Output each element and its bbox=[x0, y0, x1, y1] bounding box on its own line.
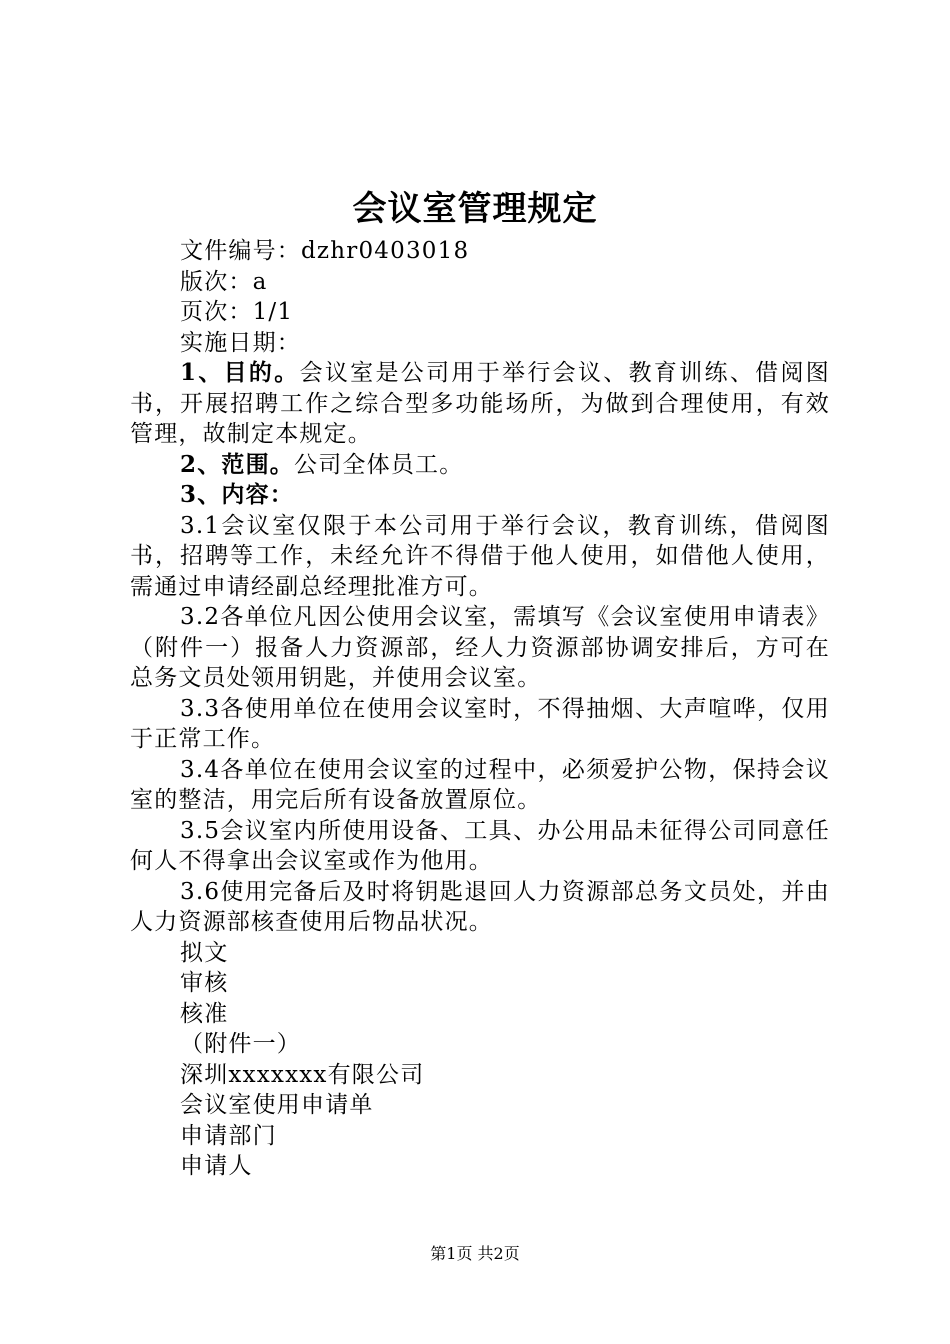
appendix-label: （附件一） bbox=[180, 1031, 301, 1057]
document-body bbox=[130, 236, 830, 1182]
signoff-review: 审核 bbox=[180, 970, 229, 996]
clause-3-1: 3.1会议室仅限于本公司用于举行会议，教育训练，借阅图书，招聘等工作，未经允许不得借于他人使用，如借他人使用，需通过申请经副总经理批准方可。 bbox=[130, 512, 830, 600]
appendix-applicant: 申请人 bbox=[180, 1153, 253, 1179]
clause-3-5: 3.5会议室内所使用设备、工具、办公用品未征得公司同意任何人不得拿出会议室或作为他用。 bbox=[130, 817, 830, 874]
scope-section bbox=[130, 450, 830, 481]
clause-3-6: 3.6使用完备后及时将钥匙退回人力资源部总务文员处，并由人力资源部核查使用后物品状况。 bbox=[130, 878, 830, 935]
clause-3-3: 3.3各使用单位在使用会议室时，不得抽烟、大声喧哗，仅用于正常工作。 bbox=[130, 695, 830, 752]
file-number: 文件编号：dzhr0403018 bbox=[180, 238, 470, 264]
scope-text: 公司全体员工。 bbox=[294, 451, 464, 478]
page-footer: 第1页 共2页 bbox=[430, 1244, 520, 1263]
document-title: 会议室管理规定 bbox=[352, 189, 598, 229]
purpose-section bbox=[130, 358, 830, 450]
scope-heading: 2、范围。 bbox=[180, 450, 295, 478]
purpose-heading: 1、目的。 bbox=[180, 359, 300, 386]
content-heading: 3、内容： bbox=[180, 481, 295, 508]
effective-date: 实施日期： bbox=[180, 329, 301, 356]
appendix-company: 深圳xxxxxxx有限公司 bbox=[180, 1061, 425, 1088]
signoff-draft: 拟文 bbox=[180, 939, 229, 966]
purpose-text: 会议室是公司用于举行会议、教育训练、借阅图书，开展招聘工作之综合型多功能场所，为做到合理使用，有效管理，故制定本规定。 bbox=[130, 360, 830, 447]
page-count: 页次：1/1 bbox=[180, 299, 294, 325]
appendix-dept: 申请部门 bbox=[180, 1122, 277, 1149]
clause-3-2: 3.2各单位凡因公使用会议室，需填写《会议室使用申请表》（附件一）报备人力资源部，经人力资源部协调安排后，方可在总务文员处领用钥匙，并使用会议室。 bbox=[130, 604, 830, 691]
clause-3-4: 3.4各单位在使用会议室的过程中，必须爱护公物，保持会议室的整洁，用完后所有设备放置原位。 bbox=[130, 756, 830, 813]
signoff-approve: 核准 bbox=[180, 1000, 229, 1027]
version: 版次：a bbox=[180, 268, 268, 295]
content-section bbox=[130, 480, 830, 511]
appendix-form-title: 会议室使用申请单 bbox=[180, 1092, 374, 1118]
